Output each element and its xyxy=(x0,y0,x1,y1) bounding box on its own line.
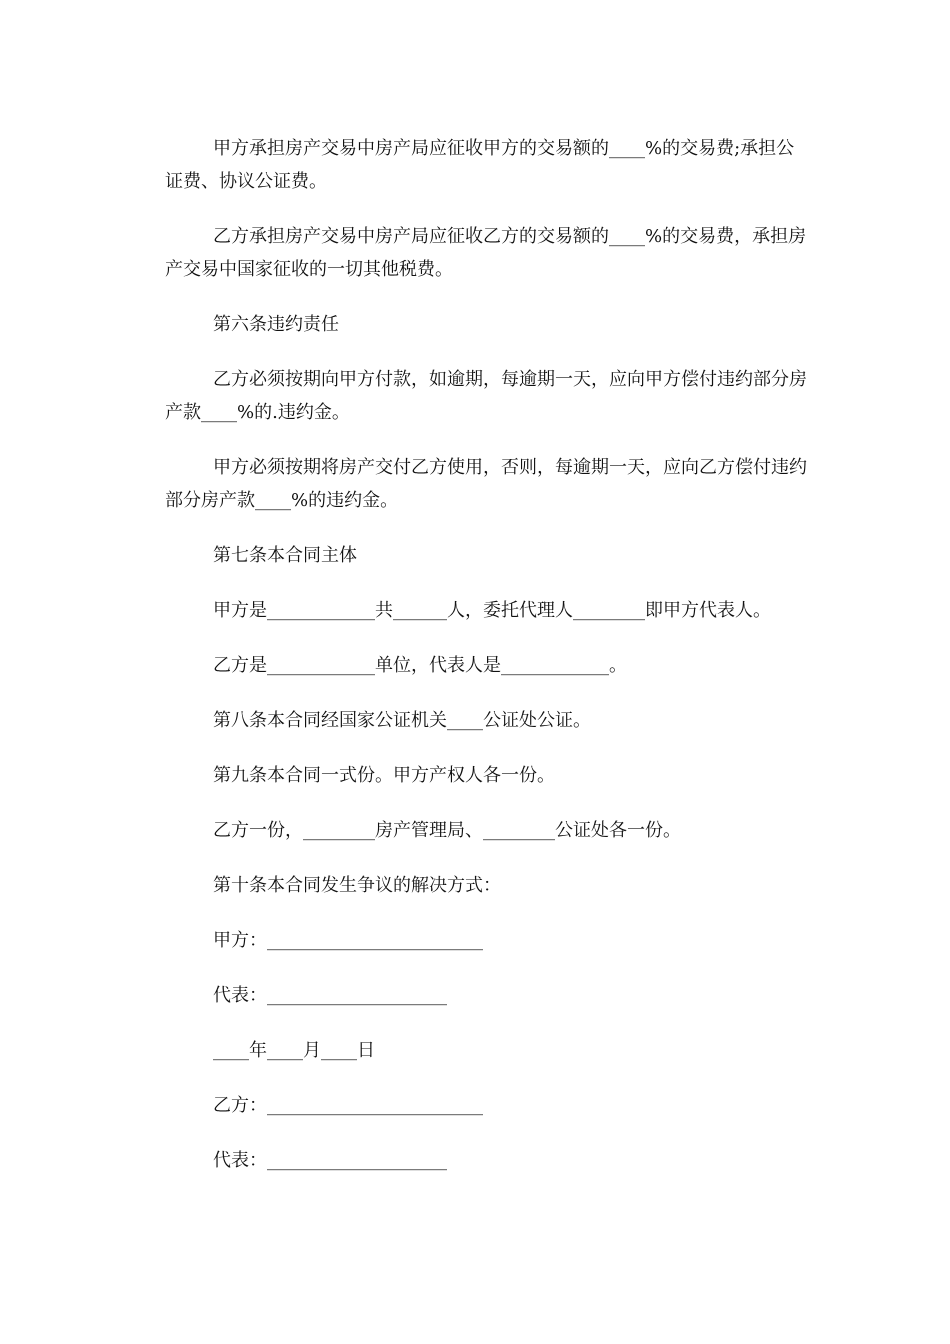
party-a-identity: 甲方是____________共______人，委托代理人________即甲方代表人。 xyxy=(213,600,771,621)
article-9-copies: 第九条本合同一式份。甲方产权人各一份。 xyxy=(213,765,555,786)
copies-distribution: 乙方一份，________房产管理局、________公证处各一份。 xyxy=(213,820,681,841)
signature-party-a: 甲方：________________________ xyxy=(213,930,483,951)
article-10-dispute: 第十条本合同发生争议的解决方式： xyxy=(213,875,501,896)
paragraph-party-a-penalty: 甲方必须按期将房产交付乙方使用，否则，每逾期一天，应向乙方偿付违约部分房产款____%的违约金。 xyxy=(165,457,807,511)
paragraph-party-a-fees: 甲方承担房产交易中房产局应征收甲方的交易额的____%的交易费;承担公证费、协议公证费。 xyxy=(165,138,795,192)
signature-date: ____年____月____日 xyxy=(213,1040,375,1061)
signature-party-b: 乙方：________________________ xyxy=(213,1095,483,1116)
party-b-identity: 乙方是____________单位，代表人是____________。 xyxy=(213,655,627,676)
article-8-notarization: 第八条本合同经国家公证机关____公证处公证。 xyxy=(213,710,591,731)
signature-party-a-representative: 代表：____________________ xyxy=(213,985,447,1006)
article-6-heading: 第六条违约责任 xyxy=(213,314,339,335)
article-7-heading: 第七条本合同主体 xyxy=(213,545,357,566)
paragraph-party-b-fees: 乙方承担房产交易中房产局应征收乙方的交易额的____%的交易费，承担房产交易中国家征收的一切其他税费。 xyxy=(165,226,807,280)
signature-party-b-representative: 代表：____________________ xyxy=(213,1150,447,1171)
paragraph-party-b-penalty: 乙方必须按期向甲方付款，如逾期，每逾期一天，应向甲方偿付违约部分房产款____%的.违约金。 xyxy=(165,369,807,423)
contract-body xyxy=(165,132,810,1199)
